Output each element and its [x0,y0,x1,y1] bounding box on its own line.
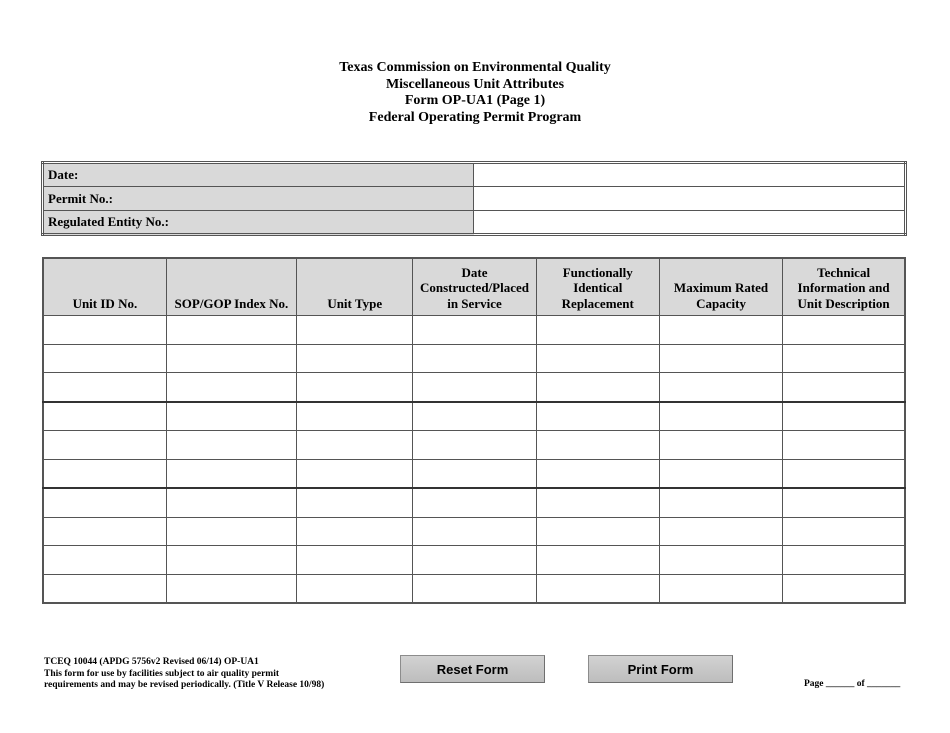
cell-unit-type[interactable] [297,344,413,373]
cell-date-constructed[interactable] [413,373,536,402]
column-header-line: Replacement [561,295,634,311]
table-row [43,316,905,345]
table-row [43,574,905,603]
cell-unit-type[interactable] [297,373,413,402]
cell-sop-gop-index[interactable] [166,459,296,488]
column-header-sop-gop-index [166,258,296,316]
cell-maximum-rated-capacity[interactable] [659,517,782,546]
column-header-line: Capacity [696,295,746,311]
cell-functionally-identical[interactable] [536,574,659,603]
column-header-line: Technical [817,264,871,280]
form-revision: TCEQ 10044 (APDG 5756v2 Revised 06/14) OP-UA1 [44,657,259,667]
cell-technical-information[interactable] [783,574,905,603]
program-name: Federal Operating Permit Program [368,109,582,125]
cell-maximum-rated-capacity[interactable] [659,373,782,402]
cell-date-constructed[interactable] [413,459,536,488]
cell-sop-gop-index[interactable] [166,574,296,603]
column-header-line: Date [461,264,488,280]
form-header [0,60,950,126]
form-usage-note-1: This form for use by facilities subject to air quality permit [44,668,280,679]
cell-unit-id[interactable] [43,316,166,345]
cell-technical-information[interactable] [783,488,905,517]
cell-unit-id[interactable] [43,517,166,546]
cell-functionally-identical[interactable] [536,373,659,402]
cell-date-constructed[interactable] [413,488,536,517]
date-field[interactable] [474,163,906,187]
table-row [43,402,905,431]
cell-date-constructed[interactable] [413,431,536,460]
cell-functionally-identical[interactable] [536,546,659,575]
cell-maximum-rated-capacity[interactable] [659,316,782,345]
cell-technical-information[interactable] [783,402,905,431]
form-number: Form OP-UA1 (Page 1) [404,93,546,108]
column-header-unit-id [43,258,166,316]
column-header-line: Information and [797,280,890,295]
cell-unit-type[interactable] [297,517,413,546]
column-header-technical-information [783,258,905,316]
column-header-line: Constructed/Placed [419,280,529,295]
date-label: Date: [43,163,474,187]
permit-number-label: Permit No.: [43,187,474,211]
cell-unit-id[interactable] [43,546,166,575]
table-row [43,546,905,575]
cell-maximum-rated-capacity[interactable] [659,546,782,575]
cell-technical-information[interactable] [783,459,905,488]
page-number: Page ______ of _______ [804,679,901,689]
cell-functionally-identical[interactable] [536,316,659,345]
cell-sop-gop-index[interactable] [166,546,296,575]
cell-sop-gop-index[interactable] [166,344,296,373]
cell-functionally-identical[interactable] [536,488,659,517]
column-header-line: Unit Type [327,295,383,311]
cell-date-constructed[interactable] [413,344,536,373]
cell-sop-gop-index[interactable] [166,316,296,345]
table-row [43,373,905,402]
table-row [43,344,905,373]
cell-unit-id[interactable] [43,574,166,603]
cell-functionally-identical[interactable] [536,344,659,373]
cell-unit-id[interactable] [43,402,166,431]
cell-date-constructed[interactable] [413,546,536,575]
cell-unit-type[interactable] [297,459,413,488]
cell-maximum-rated-capacity[interactable] [659,344,782,373]
cell-unit-id[interactable] [43,459,166,488]
cell-maximum-rated-capacity[interactable] [659,402,782,431]
cell-maximum-rated-capacity[interactable] [659,459,782,488]
column-header-maximum-rated-capacity [659,258,782,316]
cell-sop-gop-index[interactable] [166,373,296,402]
units-table [42,257,906,604]
column-header-date-constructed [413,258,536,316]
cell-unit-id[interactable] [43,431,166,460]
cell-date-constructed[interactable] [413,517,536,546]
cell-sop-gop-index[interactable] [166,431,296,460]
cell-maximum-rated-capacity[interactable] [659,488,782,517]
column-header-line: Identical [573,280,623,295]
form-usage-note-2: requirements and may be revised periodically. (Title V Release 10/98) [44,680,325,690]
cell-date-constructed[interactable] [413,402,536,431]
regulated-entity-label: Regulated Entity No.: [43,211,474,235]
column-header-line: Maximum Rated [673,280,769,295]
cell-maximum-rated-capacity[interactable] [659,574,782,603]
cell-sop-gop-index[interactable] [166,402,296,431]
cell-unit-type[interactable] [297,488,413,517]
cell-technical-information[interactable] [783,546,905,575]
regulated-entity-field[interactable] [474,211,906,235]
cell-functionally-identical[interactable] [536,517,659,546]
cell-functionally-identical[interactable] [536,459,659,488]
table-row [43,488,905,517]
cell-unit-type[interactable] [297,574,413,603]
column-header-line: Unit ID No. [72,295,138,311]
column-header-line: SOP/GOP Index No. [174,295,289,311]
cell-unit-type[interactable] [297,546,413,575]
table-row [43,431,905,460]
cell-sop-gop-index[interactable] [166,488,296,517]
cell-functionally-identical[interactable] [536,431,659,460]
permit-info-table [41,161,907,236]
cell-technical-information[interactable] [783,316,905,345]
table-header-row [43,258,905,316]
cell-unit-id[interactable] [43,344,166,373]
cell-unit-id[interactable] [43,373,166,402]
form-subject: Miscellaneous Unit Attributes [385,76,565,92]
cell-functionally-identical[interactable] [536,402,659,431]
permit-number-field[interactable] [474,187,906,211]
agency-title: Texas Commission on Environmental Quality [339,60,611,75]
cell-maximum-rated-capacity[interactable] [659,431,782,460]
cell-date-constructed[interactable] [413,574,536,603]
column-header-line: Unit Description [797,295,890,311]
cell-unit-type[interactable] [297,316,413,345]
table-body [43,316,905,604]
cell-unit-id[interactable] [43,488,166,517]
cell-sop-gop-index[interactable] [166,517,296,546]
column-header-line: in Service [447,295,502,311]
reset-form-button[interactable]: Reset Form [400,655,545,683]
form-footer-note [44,657,324,692]
column-header-unit-type [297,258,413,316]
cell-technical-information[interactable] [783,373,905,402]
cell-technical-information[interactable] [783,344,905,373]
cell-unit-type[interactable] [297,431,413,460]
table-row [43,459,905,488]
print-form-button[interactable]: Print Form [588,655,733,683]
cell-unit-type[interactable] [297,402,413,431]
cell-date-constructed[interactable] [413,316,536,345]
column-header-functionally-identical [536,258,659,316]
cell-technical-information[interactable] [783,517,905,546]
column-header-line: Functionally [562,264,633,280]
cell-technical-information[interactable] [783,431,905,460]
table-row [43,517,905,546]
